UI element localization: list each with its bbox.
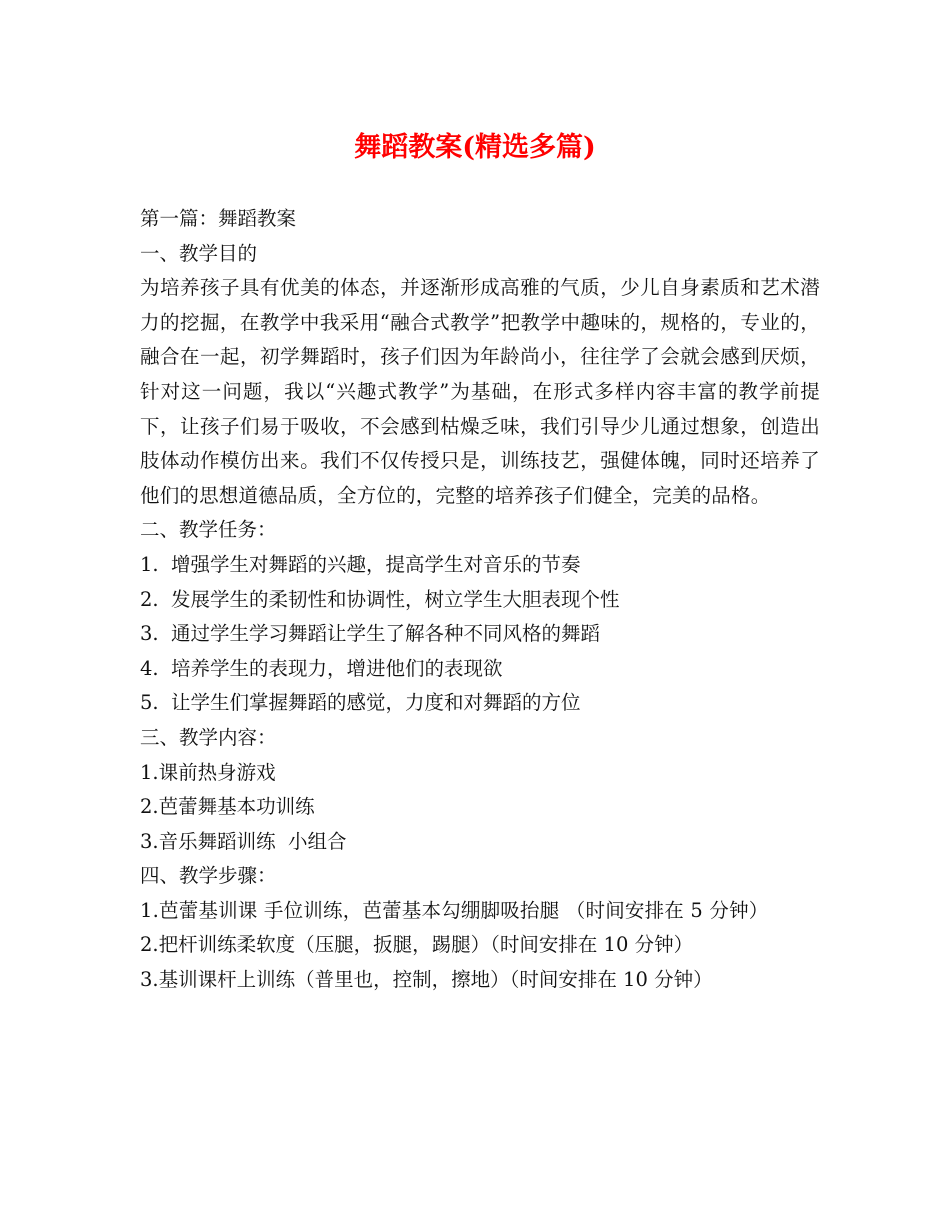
body-line: 三、教学内容： [140,725,277,749]
numbered-item: 3.音乐舞蹈训练 小组合 [140,829,347,853]
body-line: 第一篇：舞蹈教案 [140,207,297,230]
body-line: 2.芭蕾舞基本功训练 [140,795,315,819]
numbered-item: 1. 增强学生对舞蹈的兴趣，提高学生对音乐的节奏 [140,552,581,576]
body-line: 一、教学目的 [140,241,258,265]
body-line: 二、教学任务： [140,518,277,542]
numbered-item: 4. 培养学生的表现力，增进他们的表现欲 [140,656,503,680]
document-title: 舞蹈教案(精选多篇) [354,132,596,163]
numbered-item: 2. 发展学生的柔韧性和协调性，树立学生大胆表现个性 [140,587,620,611]
body-line: 3.基训课杆上训练（普里也，控制，擦地）（时间安排在 10 分钟） [140,968,713,992]
body-line: 1.课前热身游戏 [140,760,276,784]
body-line: 四、教学步骤： [140,864,277,888]
body-paragraph: 为培养孩子具有优美的体态，并逐渐形成高雅的气质，少儿自身素质和艺术潜力的挖掘，在教学中我采用“融合式教学”把教学中趣味的，规格的，专业的，融合在一起，初学舞蹈时，孩子们因为年龄尚小，往往学了会就会感到厌烦，针对这一问题，我以“兴趣式教学”为基础，在形式多样内容丰富的教学前提下，让孩子们易于吸收，不会感到枯燥乏味，我们引导少儿通过想象，创造出肢体动作模仿出来。我们不仅传授只是，训练技艺，强健体魄，同时还培养了他们的思想道德品质，全方位的，完整的培养孩子们健全，完美的品格。 [140,276,820,507]
numbered-item: 5. 让学生们掌握舞蹈的感觉，力度和对舞蹈的方位 [140,691,581,715]
body-line: 2.把杆训练柔软度（压腿，扳腿，踢腿）（时间安排在 10 分钟） [140,933,694,957]
numbered-item: 3. 通过学生学习舞蹈让学生了解各种不同风格的舞蹈 [140,622,601,646]
body-paragraph: 1.芭蕾基训课 手位训练，芭蕾基本勾绷脚吸抬腿 （时间安排在 5 分钟） [140,898,769,922]
document-body [140,202,820,998]
